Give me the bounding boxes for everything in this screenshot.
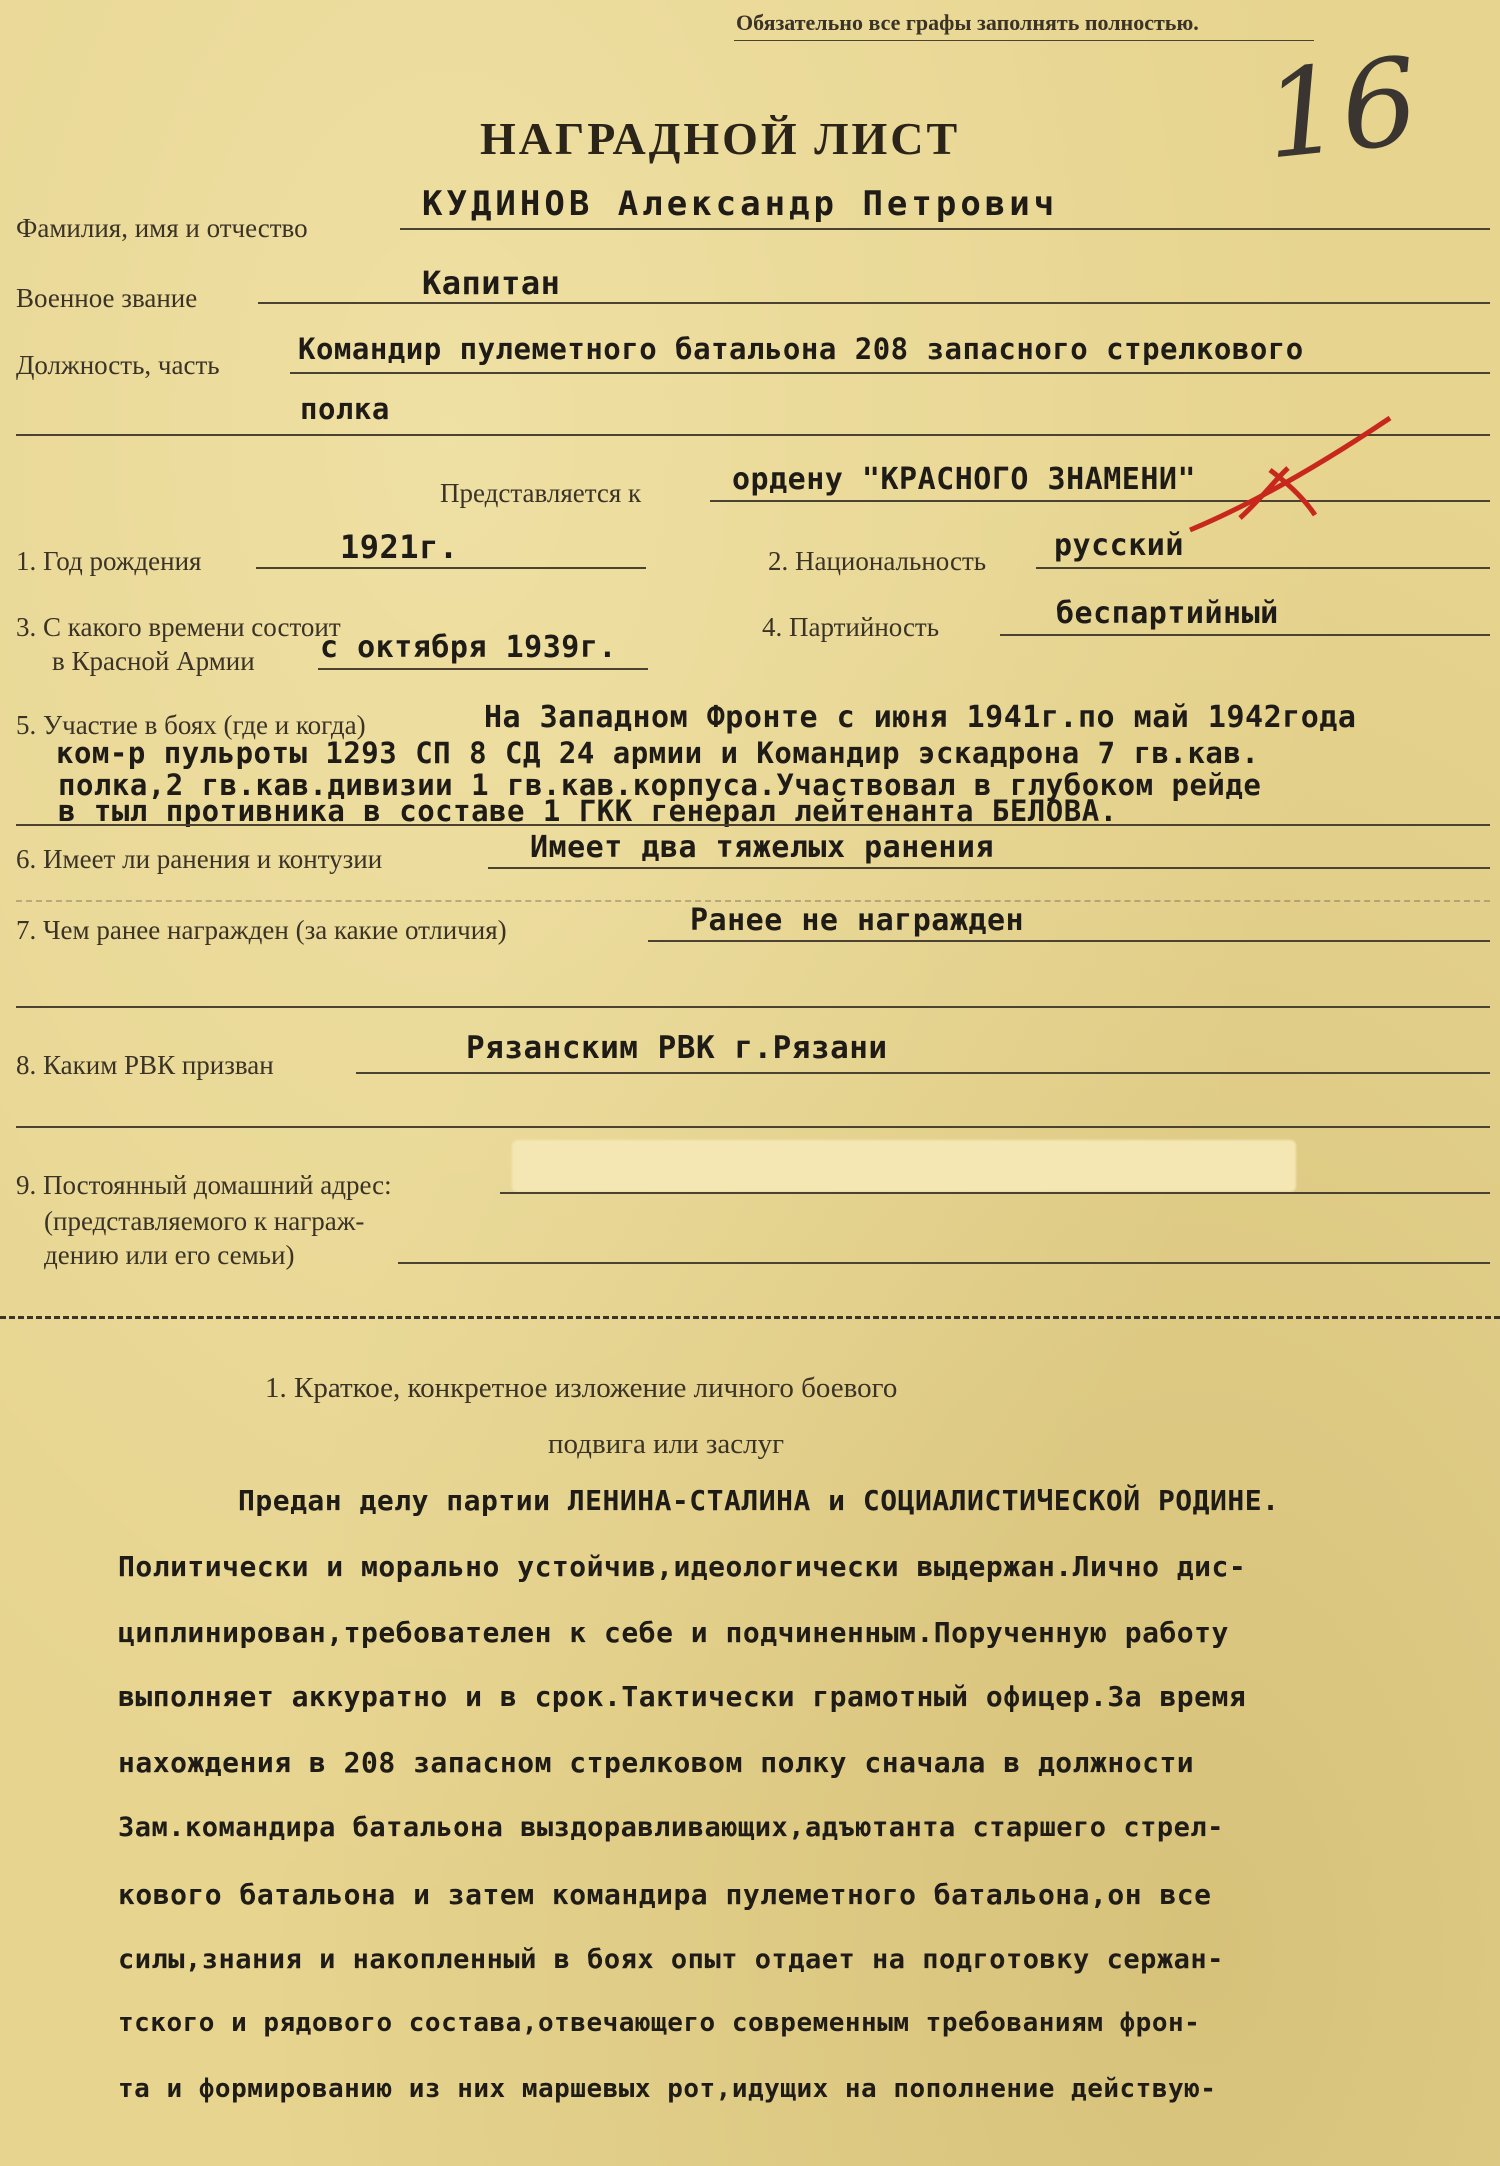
presented-label: Представляется к	[440, 478, 642, 508]
wounds-extra-line	[16, 900, 1490, 902]
narrative-line-5: нахождения в 208 запасном стрелковом полку сначала в должности	[118, 1746, 1195, 1779]
name-label: Фамилия, имя и отчество	[16, 213, 308, 243]
narrative-line-9: тского и рядового состава,отвечающего современным требованиям фрон-	[118, 2008, 1201, 2038]
battles-value-line-2: ком-р пульроты 1293 СП 8 СД 24 армии и Командир эскадрона 7 гв.кав.	[56, 736, 1260, 770]
wounds-value: Имеет два тяжелых ранения	[530, 830, 995, 865]
birth-label: 1. Год рождения	[16, 546, 202, 576]
name-line	[400, 228, 1490, 230]
service-line	[318, 668, 648, 670]
address-line-1	[500, 1192, 1490, 1194]
party-line	[1000, 634, 1490, 636]
section-heading-line-1: 1. Краткое, конкретное изложение личного боевого	[265, 1372, 898, 1404]
address-redaction	[512, 1140, 1296, 1192]
narrative-line-3: циплинирован,требователен к себе и подчиненным.Порученную работу	[118, 1616, 1229, 1649]
position-value-line-2: полка	[300, 392, 390, 426]
position-label: Должность, часть	[16, 350, 220, 380]
section-separator	[0, 1316, 1500, 1319]
position-value-line-1: Командир пулеметного батальона 208 запасного стрелкового	[298, 332, 1304, 366]
handwritten-page-number: 16	[1258, 32, 1425, 187]
narrative-line-8: силы,знания и накопленный в боях опыт отдает на подготовку сержан-	[118, 1944, 1224, 1975]
awards-value: Ранее не награжден	[690, 903, 1025, 938]
birth-value: 1921г.	[340, 528, 459, 566]
awards-line-2	[16, 1006, 1490, 1008]
narrative-line-7: кового батальона и затем командира пулеметного батальона,он все	[118, 1878, 1212, 1911]
document-title: НАГРАДНОЙ ЛИСТ	[480, 113, 961, 164]
position-line-1	[290, 372, 1490, 374]
nationality-label: 2. Национальность	[768, 546, 987, 576]
rvk-value: Рязанским РВК г.Рязани	[466, 1030, 888, 1066]
battles-label: 5. Участие в боях (где и когда)	[16, 710, 366, 740]
red-pencil-mark	[1180, 410, 1400, 550]
narrative-line-6: Зам.командира батальона выздоравливающих,адъютанта старшего стрел-	[118, 1812, 1224, 1843]
birth-line	[256, 567, 646, 569]
rank-value: Капитан	[422, 264, 561, 302]
address-line-2	[398, 1262, 1490, 1264]
narrative-line-10: та и формированию из них маршевых рот,идущих на пополнение действую-	[118, 2074, 1217, 2104]
section-heading-line-2: подвига или заслуг	[548, 1428, 784, 1460]
rvk-line	[356, 1072, 1490, 1074]
narrative-line-4: выполняет аккуратно и в срок.Тактически грамотный офицер.За время	[118, 1680, 1247, 1713]
notice-underline	[734, 40, 1314, 41]
rvk-line-2	[16, 1126, 1490, 1128]
service-label-2: в Красной Армии	[52, 646, 255, 676]
presented-value: ордену "КРАСНОГО ЗНАМЕНИ"	[732, 462, 1197, 497]
name-value: КУДИНОВ Александр Петрович	[422, 184, 1059, 224]
service-value: с октября 1939г.	[320, 630, 617, 665]
address-label-3: дению или его семьи)	[44, 1240, 295, 1270]
party-label: 4. Партийность	[762, 612, 940, 642]
battles-value-line-1: На Западном Фронте с июня 1941г.по май 1942года	[484, 700, 1357, 735]
battles-value-line-3: полка,2 гв.кав.дивизии 1 гв.кав.корпуса.Участвовал в глубоком рейде	[58, 768, 1262, 802]
party-value: беспартийный	[1056, 596, 1279, 631]
notice-text: Обязательно все графы заполнять полностью.	[736, 10, 1199, 35]
address-label-2: (представляемого к награж-	[44, 1206, 365, 1236]
narrative-line-1: Предан делу партии ЛЕНИНА-СТАЛИНА и СОЦИАЛИСТИЧЕСКОЙ РОДИНЕ.	[238, 1484, 1280, 1517]
wounds-label: 6. Имеет ли ранения и контузии	[16, 844, 383, 874]
address-label-1: 9. Постоянный домашний адрес:	[16, 1170, 392, 1200]
rank-label: Военное звание	[16, 283, 198, 313]
service-label-1: 3. С какого времени состоит	[16, 612, 341, 642]
awards-label: 7. Чем ранее награжден (за какие отличия)	[16, 915, 507, 945]
awards-line	[648, 940, 1490, 942]
wounds-line	[488, 867, 1490, 869]
battles-line	[16, 824, 1490, 826]
rvk-label: 8. Каким РВК призван	[16, 1050, 274, 1080]
narrative-line-2: Политически и морально устойчив,идеологически выдержан.Лично дис-	[118, 1550, 1247, 1583]
nationality-line	[1036, 567, 1490, 569]
rank-line	[258, 302, 1490, 304]
battles-value-line-4: в тыл противника в составе 1 ГКК генерал лейтенанта БЕЛОВА.	[58, 794, 1118, 828]
nationality-value: русский	[1054, 528, 1184, 563]
